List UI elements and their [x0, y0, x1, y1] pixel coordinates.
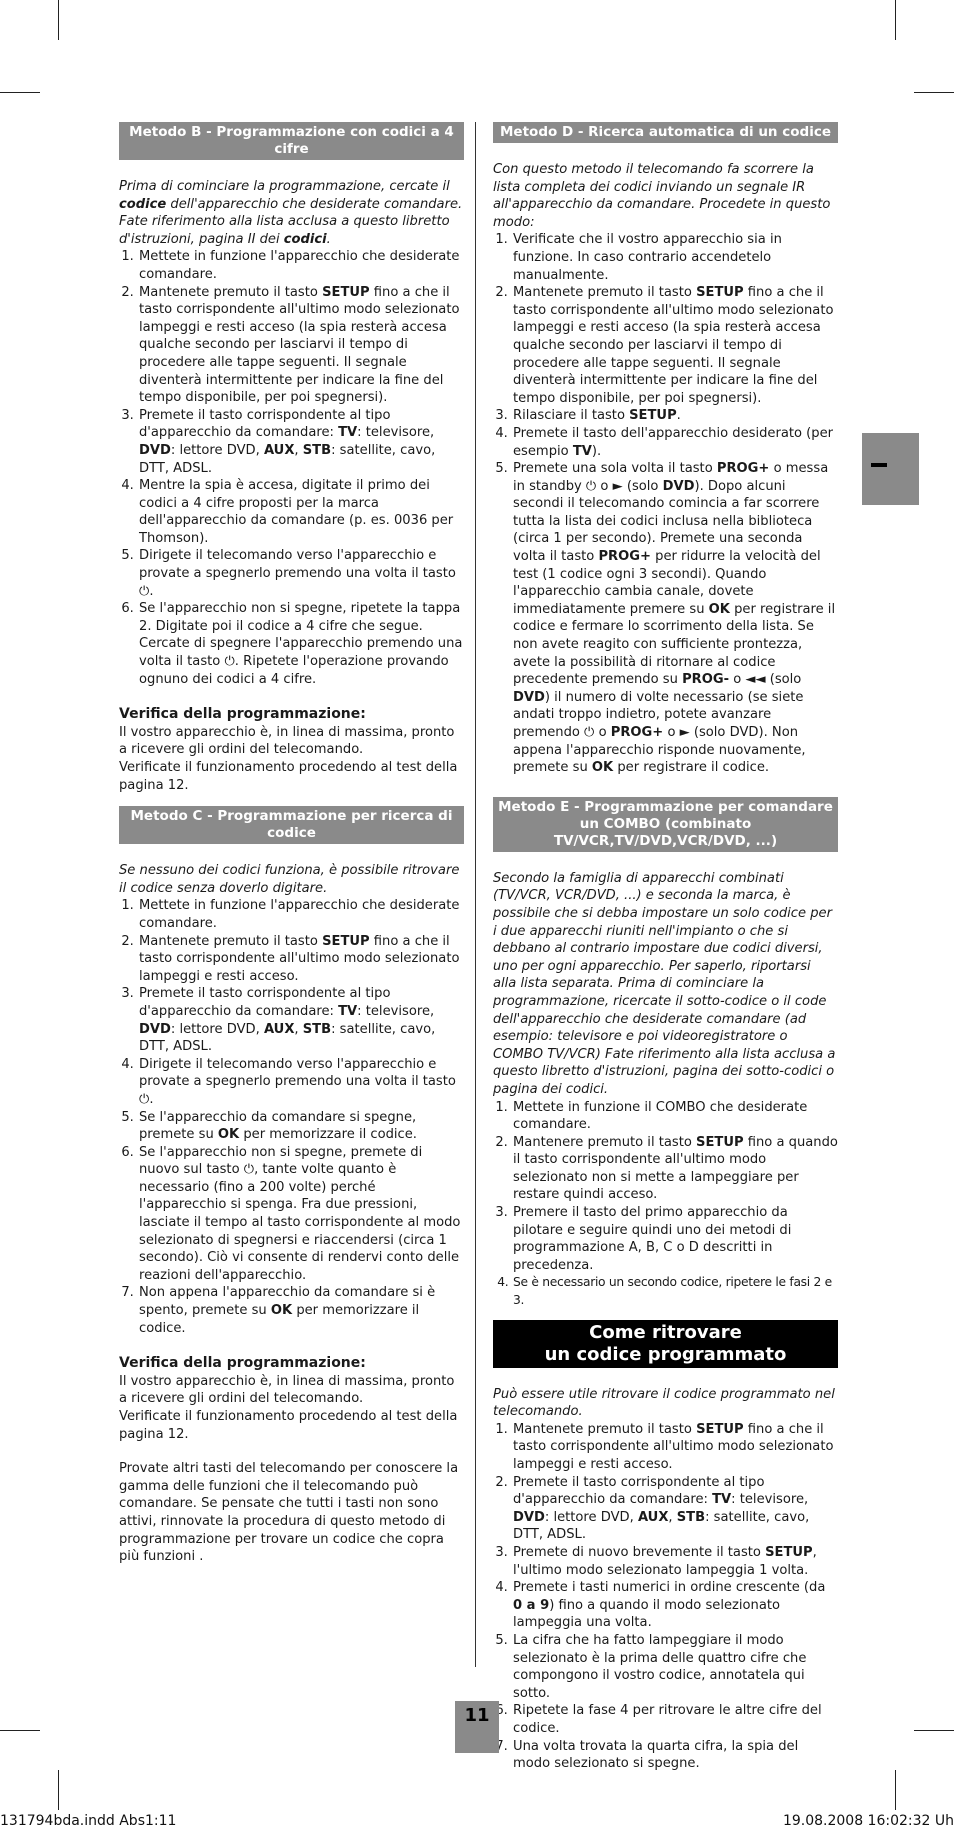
step-item: 6. Ripetete la fase 4 per ritrovare le altre cifre del codice.: [512, 1702, 838, 1737]
step-item: 6. Se l'apparecchio non si spegne, premete di nuovo sul tasto ⏻, tante volte quanto è necessario (fino a 200 volte) perché l'apparecchio si spenga. Fra due pressioni, lasciate il tempo al tasto corrispondente al modo selezionato di spegnersi e riaccendersi (circa 1 secondo). Ciò vi consente di rendervi conto delle reazioni dell'apparecchio.: [138, 1144, 464, 1285]
step-item: 1. Mettete in funzione il COMBO che desiderate comandare.: [512, 1099, 838, 1134]
find-code-heading: [493, 1320, 838, 1368]
step-item: 2. Mantenete premuto il tasto SETUP fino a che il tasto corrispondente all'ultimo modo selezionato lampeggi e resti acceso (la spia resterà accesa qualche secondo per lasciarvi il tempo di procedere alle tappe seguenti. Il segnale diventerà intermittente per indicare la fine del tempo disponibile, per poi spegnersi).: [138, 284, 464, 407]
step-item: 1. Mettete in funzione l'apparecchio che desiderate comandare.: [138, 897, 464, 932]
crop-mark: [58, 1770, 59, 1810]
step-item: 5. Se l'apparecchio da comandare si spegne, premete su OK per memorizzare il codice.: [138, 1109, 464, 1144]
find-code-heading-line: Come ritrovare: [589, 1321, 742, 1343]
find-code-intro: Può essere utile ritrovare il codice programmato nel telecomando.: [493, 1386, 835, 1420]
footer-timestamp: 19.08.2008 16:02:32 Uh: [782, 1813, 954, 1829]
verify-text: Il vostro apparecchio è, in linea di massima, pronto a ricevere gli ordini del telecomando.: [119, 1373, 455, 1407]
step-item: 3. Premete il tasto corrispondente al tipo d'apparecchio da comandare: TV: televisore, DVD: lettore DVD, AUX, STB: satellite, cavo, DTT, ADSL.: [138, 407, 464, 477]
step-item: 5. Premete una sola volta il tasto PROG+ o messa in standby ⏻ o ► (solo DVD). Dopo alcuni secondi il telecomando comincia a far scorrere tutta la lista dei codici inclusa nella biblioteca (circa 1 per secondo). Premete una seconda volta il tasto PROG+ per ridurre la velocità del test (1 codice ogni 3 secondi). Quando l'apparecchio cambia canale, dovete immediatamente premere su OK per registrare il codice e fermare lo scorrimento della lista. Se non avete reagito con sufficiente prontezza, avete la possibilità di ritornare al codice precedente premendo su PROG- o ◄◄ (solo DVD) il numero di volte necessario (se siete andati troppo indietro, potete avanzare premendo ⏻ o PROG+ o ► (solo DVD). Non appena l'apparecchio risponde nuovamente, premete su OK per registrare il codice.: [512, 460, 838, 777]
verify-heading: Verifica della programmazione:: [119, 706, 366, 723]
crop-mark: [914, 92, 954, 93]
language-tab: [862, 433, 919, 505]
step-item: 4. Mentre la spia è accesa, digitate il primo dei codici a 4 cifre proposti per la marca dell'apparecchio da comandare (p. es. 0036 per Thomson).: [138, 477, 464, 547]
verify-heading: Verifica della programmazione:: [119, 1355, 366, 1372]
method-b-intro: Prima di cominciare la programmazione, cercate il codice dell'apparecchio che desiderate comandare. Fate riferimento alla lista acclusa a questo libretto d'istruzioni, pagina II dei codici.: [119, 179, 463, 247]
step-item: 4. Premete i tasti numerici in ordine crescente (da 0 a 9) fino a quando il modo selezionato lampeggia una volta.: [512, 1579, 838, 1632]
step-item: 4. Dirigete il telecomando verso l'apparecchio e provate a spegnerlo premendo una volta il tasto ⏻.: [138, 1056, 464, 1109]
method-e-heading: Metodo E - Programmazione per comandare un COMBO (combinato TV/VCR,TV/DVD,VCR/DVD, ...): [493, 797, 838, 852]
find-code-steps: [493, 1421, 838, 1773]
step-item: 2. Mantenete premuto il tasto SETUP fino a che il tasto corrispondente all'ultimo modo selezionato lampeggi e resti acceso (la spia resterà accesa qualche secondo per lasciarvi il tempo di procedere alle tappe seguenti. Il segnale diventerà intermittente per indicare la fine del tempo disponibile, per poi spegnersi).: [512, 284, 838, 407]
method-c-heading: Metodo C - Programmazione per ricerca di codice: [119, 806, 464, 844]
step-item: 7. Una volta trovata la quarta cifra, la spia del modo selezionato si spegne.: [512, 1738, 838, 1773]
step-item: 3. Rilasciare il tasto SETUP.: [512, 407, 838, 425]
crop-mark: [0, 1730, 40, 1731]
method-b-steps: [119, 248, 464, 688]
crop-mark: [914, 1730, 954, 1731]
step-item: 4. Se è necessario un secondo codice, ripetere le fasi 2 e 3.: [512, 1274, 838, 1309]
step-item: 3. Premete di nuovo brevemente il tasto SETUP, l'ultimo modo selezionato lampeggia 1 volta.: [512, 1544, 838, 1579]
method-b-heading: Metodo B - Programmazione con codici a 4 cifre: [119, 122, 464, 160]
page-number: 11: [455, 1701, 499, 1753]
right-column: [493, 122, 838, 1773]
crop-mark: [895, 0, 896, 40]
method-c-steps: [119, 897, 464, 1337]
step-item: 1. Mettete in funzione l'apparecchio che desiderate comandare.: [138, 248, 464, 283]
verify-text: Verificate il funzionamento procedendo al test della pagina 12.: [119, 1409, 458, 1442]
step-item: 4. Premete il tasto dell'apparecchio desiderato (per esempio TV).: [512, 425, 838, 460]
closing-paragraph: Provate altri tasti del telecomando per conoscere la gamma delle funzioni che il telecomando può comandare. Se pensate che tutti i tasti non sono attivi, rinnovate la procedura di questo metodo di programmazione per trovare un codice che copra più funzioni .: [119, 1461, 459, 1565]
column-divider: [475, 122, 476, 1667]
crop-mark: [58, 0, 59, 40]
step-item: 7. Non appena l'apparecchio da comandare si è spento, premete su OK per memorizzare il codice.: [138, 1284, 464, 1337]
step-item: 2. Mantenete premuto il tasto SETUP fino a che il tasto corrispondente all'ultimo modo selezionato lampeggi e resti acceso.: [138, 933, 464, 986]
method-e-intro: Secondo la famiglia di apparecchi combinati (TV/VCR, VCR/DVD, ...) e seconda la marca, è possibile che si debba impostare un solo codice per i due apparecchi riuniti nell'impianto o che si debbano al contrario impostare due codici diversi, uno per ogni apparecchio. Per saperlo, riportarsi alla lista separata. Prima di cominciare la programmazione, ricercate il sotto-codice o il code dell'apparecchio che desiderate comandare (ad esempio: televisore e poi videoregistratore o COMBO TV/VCR) Fate riferimento alla lista acclusa a questo libretto d'istruzioni, pagina dei sotto-codici o pagina dei codici.: [493, 870, 836, 1097]
step-item: 1. Verificate che il vostro apparecchio sia in funzione. In caso contrario accendetelo manualmente.: [512, 231, 838, 284]
step-item: 2. Premete il tasto corrispondente al tipo d'apparecchio da comandare: TV: televisore, DVD: lettore DVD, AUX, STB: satellite, cavo, DTT, ADSL.: [512, 1474, 838, 1544]
verify-text: Verificate il funzionamento procedendo al test della pagina 12.: [119, 760, 458, 793]
method-c-intro: Se nessuno dei codici funziona, è possibile ritrovare il codice senza doverlo digitare.: [119, 863, 460, 896]
find-code-heading-line: un codice programmato: [544, 1343, 787, 1365]
language-tab-dash: [871, 463, 887, 467]
footer-file: 131794bda.indd Abs1:11: [0, 1813, 177, 1829]
verify-text: Il vostro apparecchio è, in linea di massima, pronto a ricevere gli ordini del telecomando.: [119, 724, 455, 758]
method-e-steps: [493, 1099, 838, 1310]
method-d-steps: [493, 231, 838, 776]
crop-mark: [895, 1770, 896, 1810]
step-item: 5. La cifra che ha fatto lampeggiare il modo selezionato è la prima delle quattro cifre che compongono il vostro codice, annotatela qui sotto.: [512, 1632, 838, 1702]
method-d-heading: Metodo D - Ricerca automatica di un codice: [493, 122, 838, 143]
method-d-intro: Con questo metodo il telecomando fa scorrere la lista completa dei codici inviando un segnale IR all'apparecchio da comandare. Procedete in questo modo:: [493, 162, 831, 230]
step-item: 3. Premere il tasto del primo apparecchio da pilotare e seguire quindi uno dei metodi di programmazione A, B, C o D descritti in precedenza.: [512, 1204, 838, 1274]
step-item: 5. Dirigete il telecomando verso l'apparecchio e provate a spegnerlo premendo una volta il tasto ⏻.: [138, 547, 464, 600]
step-item: 2. Mantenere premuto il tasto SETUP fino a quando il tasto corrispondente all'ultimo modo selezionato non si mette a lampeggiare per restare quindi acceso.: [512, 1134, 838, 1204]
step-item: 3. Premete il tasto corrispondente al tipo d'apparecchio da comandare: TV: televisore, DVD: lettore DVD, AUX, STB: satellite, cavo, DTT, ADSL.: [138, 985, 464, 1055]
crop-mark: [0, 92, 40, 93]
step-item: 6. Se l'apparecchio non si spegne, ripetete la tappa 2. Digitate poi il codice a 4 cifre che segue. Cercate di spegnere l'apparecchio premendo una volta il tasto ⏻. Ripetete l'operazione provando ognuno dei codici a 4 cifre.: [138, 600, 464, 688]
step-item: 1. Mantenete premuto il tasto SETUP fino a che il tasto corrispondente all'ultimo modo selezionato lampeggi e resti acceso.: [512, 1421, 838, 1474]
left-column: [119, 122, 464, 1566]
